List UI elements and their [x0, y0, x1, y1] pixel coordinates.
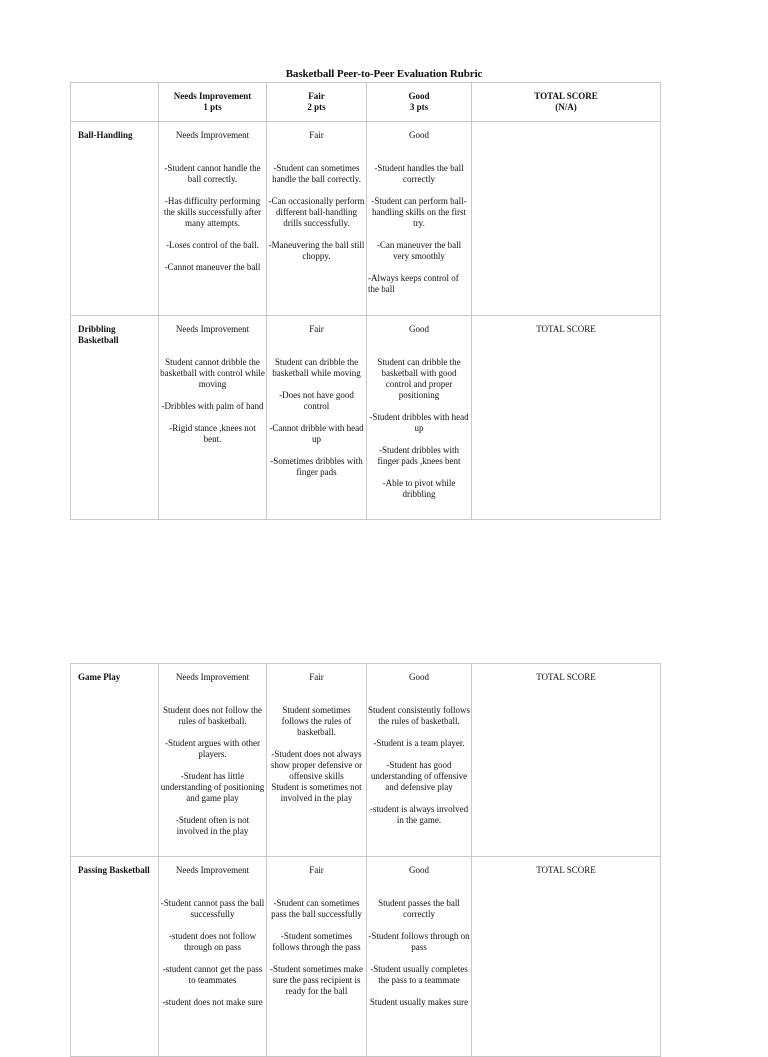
rubric-row-ball-handling [71, 122, 661, 316]
descriptor: Student passes the ball correctly [378, 898, 460, 919]
descriptor: Student can dribble the basketball while moving [272, 357, 361, 378]
descriptor: -Student argues with other players. [164, 738, 261, 759]
descriptor: -student is always involved in the game. [369, 804, 469, 825]
header-needs-improvement [159, 83, 267, 122]
criterion-label: Passing Basketball [71, 857, 159, 1057]
descriptor: -Able to pivot while dribbling [382, 478, 456, 499]
descriptor: -Rigid stance ,knees not bent. [169, 423, 256, 444]
rubric-row-passing [71, 857, 661, 1057]
descriptor: Student usually makes sure [369, 997, 469, 1007]
descriptor: -Student dribbles with head up [369, 412, 469, 433]
descriptor: -student cannot get the pass to teammates [162, 964, 263, 985]
descriptor: -Always keeps control of the ball [368, 273, 459, 294]
descriptor: Student is sometimes not involved in the play [271, 782, 362, 803]
header-label: Needs Improvement [173, 91, 252, 101]
descriptor: -Student has little understanding of positioning and game play [160, 771, 265, 803]
rubric-header-row [71, 83, 661, 122]
criterion-label: Game Play [71, 664, 159, 857]
level-heading: Good [409, 865, 429, 875]
header-points: (N/A) [555, 102, 577, 112]
header-points: 1 pts [203, 102, 222, 112]
header-fair [267, 83, 367, 122]
descriptor: -Dribbles with palm of hand [161, 401, 264, 411]
document-title: Basketball Peer-to-Peer Evaluation Rubric [285, 68, 483, 80]
total-score-cell [472, 122, 661, 316]
fair-cell [267, 857, 367, 1057]
total-score-cell [472, 857, 661, 1057]
descriptor: -Student cannot handle the ball correctly. [164, 163, 261, 184]
total-score-label: TOTAL SCORE [536, 324, 596, 334]
criterion-label: Dribbling Basketball [71, 316, 159, 520]
level-heading: Needs Improvement [175, 672, 250, 682]
descriptor: -Student often is not involved in the play [175, 815, 250, 836]
descriptor: -Student can sometimes handle the ball correctly. [272, 163, 361, 184]
descriptor: -Student handles the ball correctly [374, 163, 464, 184]
level-heading: Fair [309, 324, 324, 334]
descriptor: -Has difficulty performing the skills successfully after many attempts. [163, 196, 262, 228]
descriptor: -Student sometimes make sure the pass recipient is ready for the ball [270, 964, 363, 996]
descriptor: Student does not follow the rules of basketball. [163, 705, 262, 726]
descriptor: -Cannot dribble with head up [269, 423, 364, 444]
descriptor: -Student can sometimes pass the ball successfully [271, 898, 362, 919]
level-heading: Good [409, 672, 429, 682]
total-score-label: TOTAL SCORE [536, 672, 596, 682]
descriptor: -student does not make sure [162, 997, 263, 1007]
needs-improvement-cell [159, 316, 267, 520]
needs-improvement-cell [159, 122, 267, 316]
total-score-label: TOTAL SCORE [536, 865, 596, 875]
descriptor: -Can maneuver the ball very smoothly [376, 240, 462, 261]
total-score-cell [472, 664, 661, 857]
level-heading: Good [409, 324, 429, 334]
header-points: 3 pts [409, 102, 429, 112]
descriptor: Student cannot dribble the basketball with control while moving [160, 357, 265, 389]
rubric-row-dribbling [71, 316, 661, 520]
level-heading: Needs Improvement [175, 324, 250, 334]
rubric-table-bottom [70, 663, 661, 1057]
descriptor: -Does not have good control [279, 390, 354, 411]
descriptor: Student consistently follows the rules of basketball. [368, 705, 470, 726]
total-score-cell [472, 316, 661, 520]
descriptor: -Sometimes dribbles with finger pads [270, 456, 363, 477]
descriptor: -Cannot maneuver the ball [164, 262, 261, 272]
descriptor: -Maneuvering the ball still choppy. [268, 240, 365, 261]
header-empty-cell [71, 83, 159, 122]
criterion-label: Ball-Handling [71, 122, 159, 316]
rubric-table-top [70, 82, 661, 520]
header-total-score [472, 83, 661, 122]
level-heading: Good [409, 130, 429, 140]
header-points: 2 pts [307, 102, 326, 112]
fair-cell [267, 122, 367, 316]
descriptor: -Student cannot pass the ball successfully [160, 898, 265, 919]
descriptor: Student sometimes follows the rules of basketball. [281, 705, 352, 737]
level-heading: Needs Improvement [175, 865, 250, 875]
descriptor: Student can dribble the basketball with good control and proper positioning [377, 357, 461, 400]
good-cell [367, 122, 472, 316]
good-cell [367, 316, 472, 520]
descriptor: -Student has good understanding of offensive and defensive play [370, 760, 468, 792]
header-good [367, 83, 472, 122]
descriptor: -Student can perform ball-handling skills on the first try. [371, 196, 467, 228]
rubric-row-game-play [71, 664, 661, 857]
good-cell [367, 857, 472, 1057]
descriptor: -Student usually completes the pass to a teammate [370, 964, 468, 985]
descriptor: -Loses control of the ball. [166, 240, 259, 250]
needs-improvement-cell [159, 857, 267, 1057]
descriptor: -Student is a team player. [373, 738, 465, 748]
descriptor: -Student follows through on pass [368, 931, 470, 952]
descriptor: -Student does not always show proper defensive or offensive skills [270, 749, 363, 781]
descriptor: -student does not follow through on pass [168, 931, 257, 952]
header-label: TOTAL SCORE [534, 91, 598, 101]
level-heading: Fair [309, 130, 324, 140]
header-label: Fair [308, 91, 325, 101]
fair-cell [267, 664, 367, 857]
descriptor: -Student sometimes follows through the pass [272, 931, 361, 952]
level-heading: Fair [309, 672, 324, 682]
level-heading: Needs Improvement [175, 130, 250, 140]
needs-improvement-cell [159, 664, 267, 857]
header-label: Good [408, 91, 430, 101]
level-heading: Fair [309, 865, 324, 875]
good-cell [367, 664, 472, 857]
descriptor: -Student dribbles with finger pads ,knees bent [377, 445, 461, 466]
descriptor: -Can occasionally perform different ball-handling drills successfully. [268, 196, 365, 228]
fair-cell [267, 316, 367, 520]
